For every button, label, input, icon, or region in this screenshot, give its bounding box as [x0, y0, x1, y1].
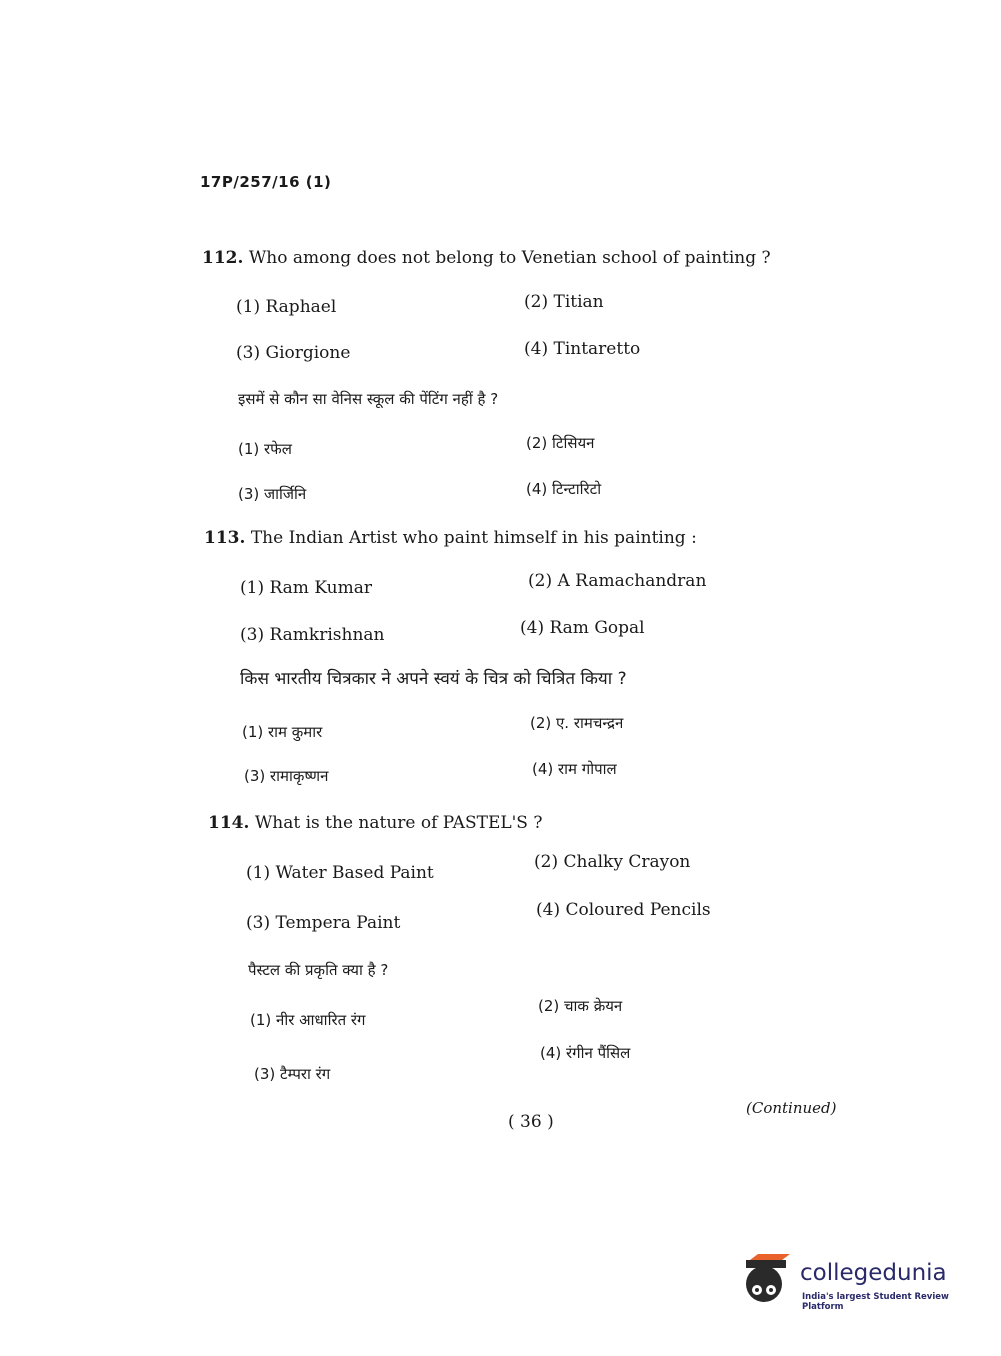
option-hi: (3) रामाकृष्णन — [244, 767, 329, 785]
option-hi: (1) राम कुमार — [242, 723, 323, 741]
question-number: 113. — [204, 528, 246, 548]
option-en: (4) Ram Gopal — [520, 618, 645, 638]
option-hi: (2) टिसियन — [526, 434, 595, 452]
option-en: (4) Tintaretto — [524, 339, 641, 359]
collegedunia-logo — [742, 1252, 972, 1312]
option-en: (4) Coloured Pencils — [536, 900, 711, 920]
option-en: (1) Water Based Paint — [246, 863, 434, 883]
page-number: ( 36 ) — [508, 1112, 554, 1132]
question-text-en: Who among does not belong to Venetian school of painting ? — [248, 248, 771, 268]
question-number: 112. — [202, 248, 244, 268]
question-text-hi: इसमें से कौन सा वेनिस स्कूल की पेंटिंग नहीं है ? — [238, 390, 499, 408]
question-text-en: What is the nature of PASTEL'S ? — [254, 813, 543, 833]
continued-label: (Continued) — [746, 1099, 837, 1117]
option-hi: (3) टैम्परा रंग — [254, 1065, 331, 1083]
question-number: 114. — [208, 813, 250, 833]
option-hi: (1) रफेल — [238, 440, 292, 458]
option-hi: (4) राम गोपाल — [532, 760, 617, 778]
option-en: (1) Raphael — [236, 297, 337, 317]
option-hi: (1) नीर आधारित रंग — [250, 1011, 366, 1029]
option-en: (2) Chalky Crayon — [534, 852, 691, 872]
option-en: (3) Tempera Paint — [246, 913, 401, 933]
mascot-icon — [742, 1252, 798, 1312]
option-hi: (4) टिन्टारिटो — [526, 480, 602, 498]
option-en: (2) Titian — [524, 292, 604, 312]
logo-brand-name: collegedunia — [800, 1260, 947, 1286]
logo-tagline: India's largest Student Review Platform — [802, 1292, 949, 1312]
option-hi: (4) रंगीन पैंसिल — [540, 1044, 631, 1062]
option-hi: (3) जार्जिनि — [238, 485, 307, 503]
option-en: (2) A Ramachandran — [528, 571, 707, 591]
option-en: (3) Giorgione — [236, 343, 351, 363]
question-text-hi: पैस्टल की प्रकृति क्या है ? — [248, 961, 389, 979]
question-text-en: The Indian Artist who paint himself in his painting : — [250, 528, 697, 548]
question-text-hi: किस भारतीय चित्रकार ने अपने स्वयं के चित्र को चित्रित किया ? — [240, 669, 627, 689]
option-hi: (2) ए. रामचन्द्रन — [530, 714, 624, 732]
option-en: (1) Ram Kumar — [240, 578, 372, 598]
option-hi: (2) चाक क्रेयन — [538, 997, 623, 1015]
option-en: (3) Ramkrishnan — [240, 625, 385, 645]
paper-code: 17P/257/16 (1) — [200, 173, 332, 191]
